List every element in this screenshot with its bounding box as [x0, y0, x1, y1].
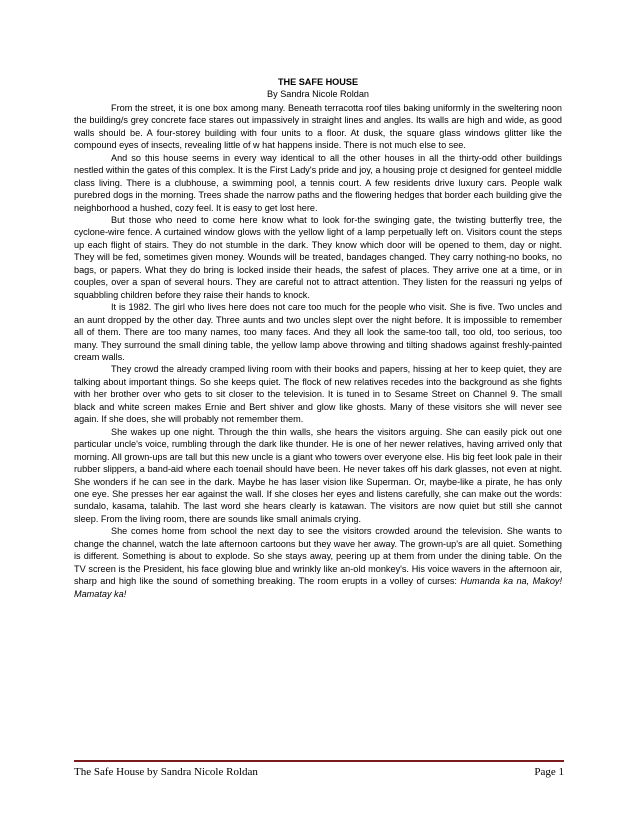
paragraph-1: From the street, it is one box among many. Beneath terracotta roof tiles baking uniformly in the sweltering noon the building/s grey concrete face stares out impassively in straight lines and angles. Its walls are high and wide, as good walls should be. A four-storey building with four units to a floor. At dusk, the square glass windows glitter like the compound eyes of insects, revealing little of w hat happens inside. There is not much else to see. — [74, 102, 562, 151]
paragraph-4: It is 1982. The girl who lives here does not care too much for the people who visit. She is five. Two uncles and an aunt dropped by the other day. Three aunts and two uncles slept over the night before. It is impossible to remember all of them. There are too many names, too many faces. And they all look the same-too tall, too old, too serious, too many. They surround the small dining table, the yellow lamp above throwing and tilting shadows against freshly-painted cream walls. — [74, 302, 562, 362]
paragraph-7 — [74, 525, 562, 600]
italic-curse-text: Humanda ka na, Makoy! Mamatay ka! — [74, 576, 562, 599]
paragraph-7-text: She comes home from school the next day to see the visitors crowded around the television. She wants to change the channel, watch the late afternoon cartoons but they wave her away. The grown-up's are all quiet. Something is different. Something is about to explode. So she stays away, peering up at them from under the dining table. On the TV screen is the President, his face glowing blue and wrinkly like an-old monkey's. His voice wavers in the afternoon air, sharp and high like the sound of something breaking. The room erupts in a volley of curses: — [74, 526, 562, 587]
paragraph-6: She wakes up one night. Through the thin walls, she hears the visitors arguing. She can easily pick out one particular uncle's voice, rumbling through the dark like thunder. He is one of her newer relatives, having arrived only that morning. All grown-ups are tall but this new uncle is a giant who towers over everyone else. His big feet look pale in their rubber slippers, a band-aid where each toenail should have been. He never takes off his dark glasses, not even at night. She wonders if he can see in the dark. Maybe he has laser vision like Superman. Or, maybe-like a pirate, he has only one eye. She presses her ear against the wall. If she closes her eyes and listens carefully, she can make out the words: sundalo, kasama, talahib. The last word she hears clearly is katawan. The visitors are now quiet but still she cannot sleep. From the living room, there are sounds like small animals crying. — [74, 426, 562, 524]
page-footer — [74, 766, 564, 778]
document-body — [74, 76, 562, 600]
paragraph-5: They crowd the already cramped living room with their books and papers, hissing at her to keep quiet, they are talking about important things. So she keeps quiet. The flock of new relatives recedes into the background as she fights with her brother over who gets to sit closer to the television. It is tuned in to Sesame Street on Channel 9. The small black and white screen makes Ernie and Bert shiver and glow like ghosts. Many of these visitors she will never see again. If she does, she will probably not remember them. — [74, 364, 562, 425]
footer-rule — [74, 760, 564, 762]
author-byline: By Sandra Nicole Roldan — [267, 89, 369, 100]
page-number: Page 1 — [534, 766, 564, 778]
document-title: THE SAFE HOUSE — [277, 77, 359, 87]
paragraph-2: And so this house seems in every way identical to all the other houses in all the thirty-odd other buildings nestled within the gates of this complex. It is the First Lady's pride and joy, a housing proje ct designed for genteel middle class living. There is a clubhouse, a swimming pool, a tennis court. A few residents drive luxury cars. People walk purebred dogs in the morning. Trees shade the narrow paths and the flowering hedges that border each building give the neighborhood a hushed, cozy feel. It is easy to get lost here. — [74, 152, 563, 213]
paragraph-3: But those who need to come here know what to look for-the swinging gate, the twisting butterfly tree, the cyclone-wire fence. A curtained window glows with the yellow light of a lamp perpetually left on. Visitors count the steps up each flight of stairs. They do not stumble in the dark. They know which door will be opened to them, day or night. They will be fed, sometimes given money. Wounds will be treated, bandages changed. They carry nothing-no books, no bags, or papers. What they do bring is locked inside their heads, the safest of places. They arrive one at a time, or in couples, over a span of several hours. They are careful not to attract attention. They listen for the reassuri ng yelps of squabbling children before they raise their hands to knock. — [74, 214, 562, 300]
footer-title: The Safe House by Sandra Nicole Roldan — [74, 766, 258, 778]
